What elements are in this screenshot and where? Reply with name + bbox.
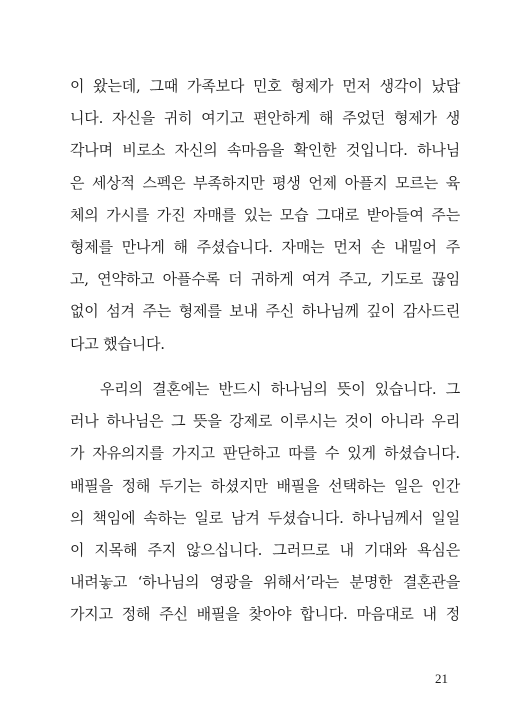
text-line: 고, 연약하고 아플수록 더 귀하게 여겨 주고, 기도로 끊임: [70, 270, 460, 289]
text-line: 우리의 결혼에는 반드시 하나님의 뜻이 있습니다. 그: [100, 380, 460, 398]
text-line: 각나며 비로소 자신의 속마음을 확인한 것입니다. 하나님: [70, 141, 460, 160]
text-line: 없이 섬겨 주는 형제를 보내 주신 하나님께 깊이 감사드린: [70, 302, 460, 321]
text-line: 러나 하나님은 그 뜻을 강제로 이루시는 것이 아니라 우리: [70, 412, 460, 431]
text-line: 다고 했습니다.: [70, 334, 165, 353]
text-line: 가지고 정해 주신 배필을 찾아야 합니다. 마음대로 내 정: [70, 605, 460, 624]
text-line: 이 왔는데, 그때 가족보다 민호 형제가 먼저 생각이 났답: [70, 77, 460, 95]
text-line: 은 세상적 스펙은 부족하지만 평생 언제 아플지 모르는 육: [70, 173, 460, 192]
text-line: 배필을 정해 두기는 하셨지만 배필을 선택하는 일은 인간: [70, 476, 460, 495]
text-line: 형제를 만나게 해 주셨습니다. 자매는 먼저 손 내밀어 주: [70, 237, 460, 256]
text-line: 가 자유의지를 가지고 판단하고 따를 수 있게 하셨습니다.: [70, 444, 460, 463]
text-line: 체의 가시를 가진 자매를 있는 모습 그대로 받아들여 주는: [70, 205, 460, 224]
text-line: 내려놓고 ‘하나님의 영광을 위해서’라는 분명한 결혼관을: [70, 573, 460, 592]
paragraph-1: [70, 70, 460, 360]
paragraph-2: [70, 373, 460, 631]
text-line: 니다. 자신을 귀히 여기고 편안하게 해 주었던 형제가 생: [70, 109, 460, 128]
text-line: 이 지목해 주지 않으십니다. 그러므로 내 기대와 욕심은: [70, 540, 460, 559]
page-number: 21: [435, 671, 448, 686]
text-line: 의 책임에 속하는 일로 남겨 두셨습니다. 하나님께서 일일: [70, 508, 460, 527]
